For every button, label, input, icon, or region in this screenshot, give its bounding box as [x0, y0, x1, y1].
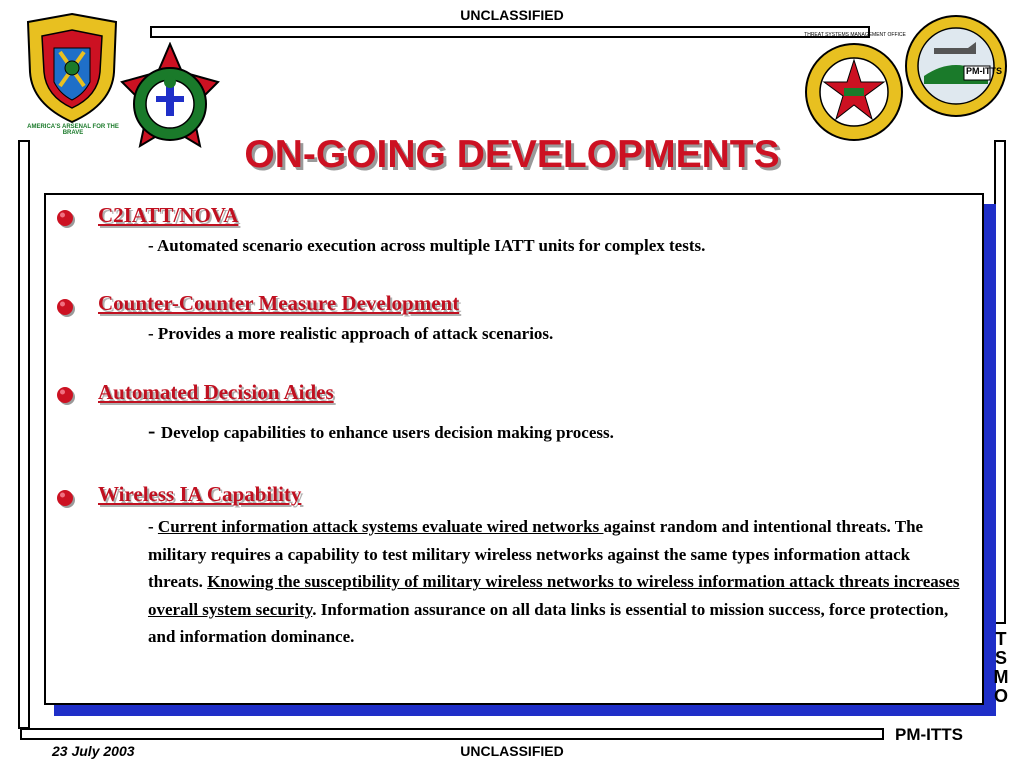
red-bullet-icon: [55, 297, 75, 317]
para-underlined-2: Knowing the susceptibility of military wireless networks to wireless information attack threats increases overall system security: [148, 572, 960, 619]
bottom-frame-bar: [20, 728, 884, 740]
item-text: Provides a more realistic approach of attack scenarios.: [157, 324, 554, 343]
pm-itts-logo-text: PM-ITTS: [966, 66, 1002, 76]
wireless-paragraph: [148, 513, 968, 651]
threat-systems-logo-text: THREAT SYSTEMS MANAGEMENT OFFICE: [804, 32, 906, 38]
item-text: Automated scenario execution across multiple IATT units for complex tests.: [156, 236, 706, 255]
threat-systems-office-logo: [804, 42, 904, 142]
para-text-1: against random and intentional threats. The military requires a capability to test military wireless networks against the same types information attack threats.: [148, 517, 924, 591]
item-description: [148, 418, 614, 444]
tsmo-letter: O: [993, 686, 1008, 706]
tsmo-vertical-label: [993, 630, 1009, 706]
item-description: [148, 324, 553, 344]
left-frame-bar: [18, 140, 30, 729]
item-heading-c2iatt: C2IATT/NOVA: [98, 203, 239, 227]
bottom-classification: UNCLASSIFIED: [460, 743, 564, 759]
top-frame-bar: [150, 26, 870, 38]
arsenal-shield-logo: [24, 12, 120, 124]
footer-date: 23 July 2003: [52, 743, 135, 759]
slide-title: ON-GOING DEVELOPMENTS: [244, 133, 780, 176]
item-heading-wireless: Wireless IA Capability: [98, 482, 302, 506]
item-text: Develop capabilities to enhance users decision making process.: [160, 423, 614, 442]
red-bullet-icon: [55, 488, 75, 508]
dash: -: [148, 418, 161, 443]
tsmo-letter: M: [993, 667, 1009, 687]
item-description: [148, 236, 705, 256]
dash: -: [148, 517, 158, 536]
red-bullet-icon: [55, 208, 75, 228]
top-classification: UNCLASSIFIED: [460, 7, 564, 23]
arsenal-logo-text: AMERICA'S ARSENAL FOR THE BRAVE: [27, 124, 119, 136]
dash: -: [148, 324, 158, 343]
red-bullet-icon: [55, 385, 75, 405]
tsmo-letter: T: [995, 629, 1007, 649]
item-heading-ccm: Counter-Counter Measure Development: [98, 291, 460, 315]
dash: -: [148, 236, 157, 255]
para-text-2: . Information assurance on all data links is essential to mission success, force protection, and information dominance.: [148, 599, 949, 646]
tsmo-letter: S: [994, 648, 1007, 668]
footer-org: PM-ITTS: [895, 725, 963, 744]
para-underlined-1: Current information attack systems evaluate wired networks: [157, 517, 604, 536]
item-heading-decision-aides: Automated Decision Aides: [98, 380, 334, 404]
